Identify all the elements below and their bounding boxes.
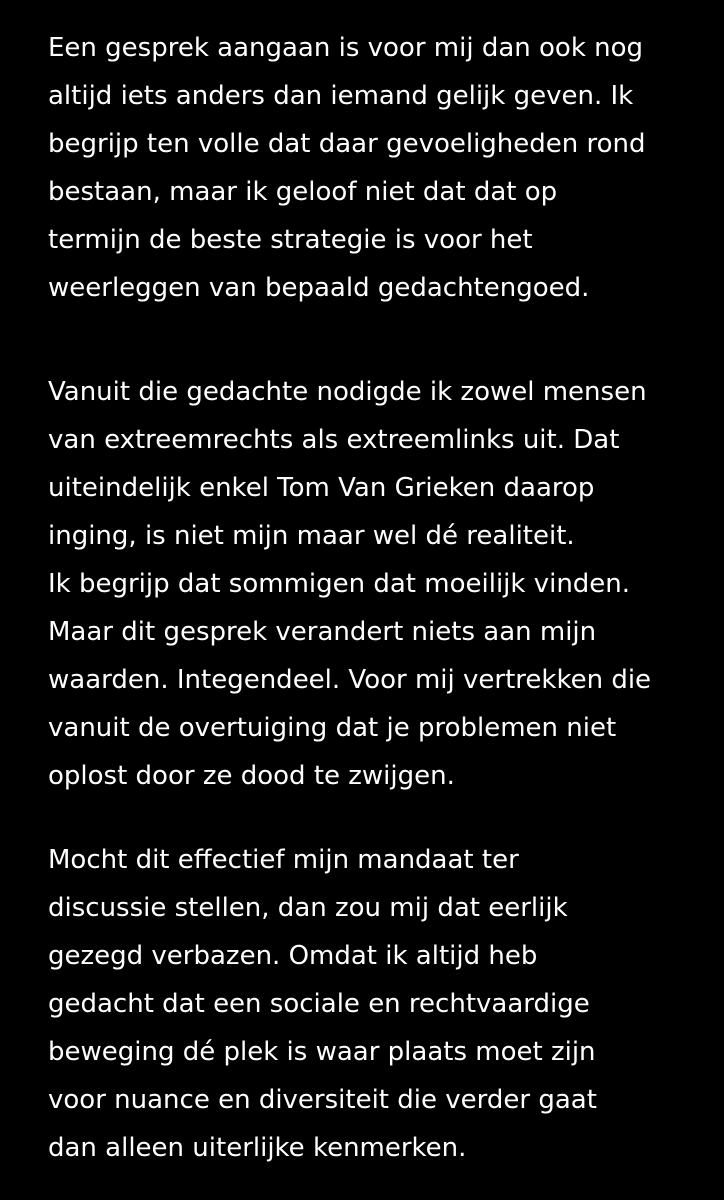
text-line: beweging dé plek is waar plaats moet zijn: [48, 1037, 596, 1067]
text-line: van extreemrechts als extreemlinks uit. Dat: [48, 425, 620, 455]
text-line: waarden. Integendeel. Voor mij vertrekken die: [48, 665, 652, 695]
text-line: altijd iets anders dan iemand gelijk geven. Ik: [48, 81, 634, 111]
text-line: discussie stellen, dan zou mij dat eerlijk: [48, 893, 568, 923]
paragraph-2: [48, 368, 708, 800]
text-line: gedacht dat een sociale en rechtvaardige: [48, 989, 590, 1019]
text-line: Maar dit gesprek verandert niets aan mijn: [48, 617, 597, 647]
text-line: uiteindelijk enkel Tom Van Grieken daarop: [48, 473, 595, 503]
text-line: Ik begrijp dat sommigen dat moeilijk vinden.: [48, 569, 631, 599]
paragraph-1: [48, 24, 708, 312]
text-line: voor nuance en diversiteit die verder gaat: [48, 1085, 597, 1115]
text-line: vanuit de overtuiging dat je problemen niet: [48, 713, 617, 743]
text-line: termijn de beste strategie is voor het: [48, 225, 533, 255]
text-line: inging, is niet mijn maar wel dé realiteit.: [48, 521, 575, 551]
text-line: weerleggen van bepaald gedachtengoed.: [48, 273, 590, 303]
text-line: Vanuit die gedachte nodigde ik zowel mensen: [48, 377, 647, 407]
text-line: dan alleen uiterlijke kenmerken.: [48, 1133, 467, 1163]
text-line: bestaan, maar ik geloof niet dat dat op: [48, 177, 558, 207]
paragraph-3: [48, 836, 708, 1172]
text-line: begrijp ten volle dat daar gevoeligheden rond: [48, 129, 646, 159]
text-line: Een gesprek aangaan is voor mij dan ook nog: [48, 33, 644, 63]
text-line: Mocht dit effectief mijn mandaat ter: [48, 845, 519, 875]
text-line: oplost door ze dood te zwijgen.: [48, 761, 455, 791]
text-line: gezegd verbazen. Omdat ik altijd heb: [48, 941, 538, 971]
